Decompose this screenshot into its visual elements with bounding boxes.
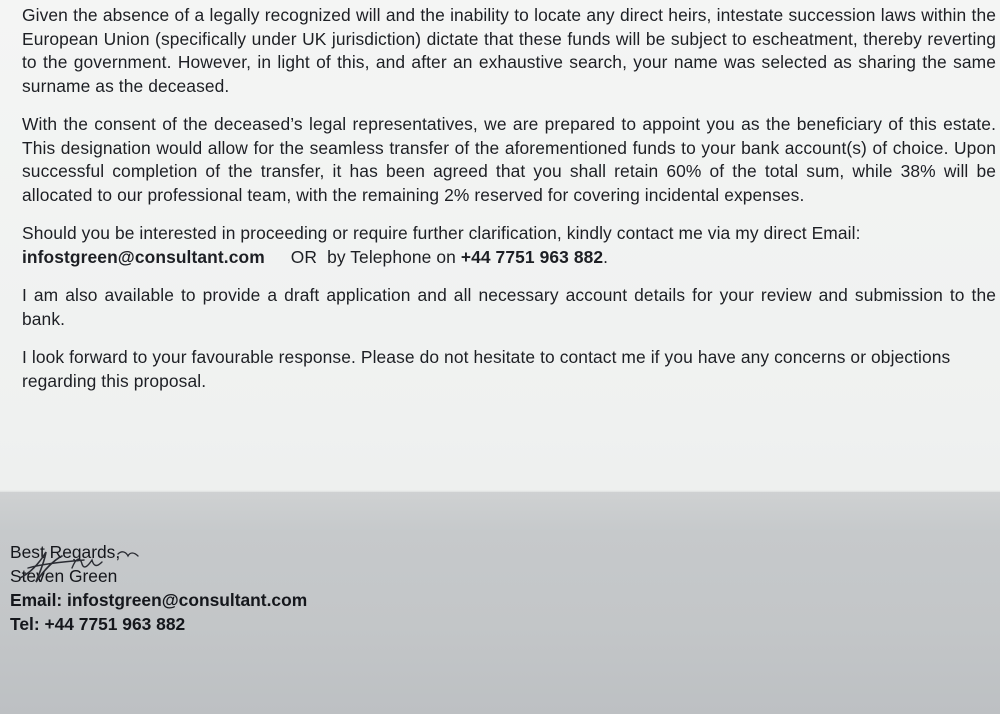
letter-body [22,4,996,408]
contact-phone-link[interactable]: +44 7751 963 882 [460,246,604,267]
salutation: Best Regards, [10,542,121,562]
paragraph-escheatment: Given the absence of a legally recognized will and the inability to locate any direct heirs, intestate succession laws within the European Union (specifically under UK jurisdiction) dictate that these funds will be subject to escheatment, thereby reverting to the government. However, in light of this, and after an exhaustive search, your name was selected as sharing the same surname as the deceased. [22,5,996,96]
contact-email-link[interactable]: infostgreen@consultant.com [22,246,265,267]
signer-name: Steven Green [10,566,118,586]
contact-period: . [603,246,609,267]
letter-closing [10,540,307,636]
contact-intro-text: Should you be interested in proceeding or require further clarification, kindly contact me via my direct Email: [22,223,861,243]
paragraph-draft-application: I am also available to provide a draft application and all necessary account details for your review and submission to the bank. [22,285,996,329]
contact-details-line [22,246,996,270]
paragraph-beneficiary: With the consent of the deceased’s legal representatives, we are prepared to appoint you as the beneficiary of this estate. This designation would allow for the seamless transfer of the aforementioned funds to your bank account(s) of choice. Upon successful completion of the transfer, it has been agreed that you shall retain 60% of the total sum, while 38% will be allocated to our professional team, with the remaining 2% reserved for covering incidental expenses. [22,114,996,205]
closing-email[interactable]: Email: infostgreen@consultant.com [10,590,308,610]
telephone-prefix: by Telephone on [327,246,456,267]
or-separator: OR [290,246,318,267]
closing-telephone[interactable]: Tel: +44 7751 963 882 [10,614,186,634]
signature-block [10,564,307,588]
paragraph-closing-request: I look forward to your favourable response. Please do not hesitate to contact me if you have any concerns or objections regarding this proposal. [22,347,951,391]
paragraph-contact [22,222,996,269]
